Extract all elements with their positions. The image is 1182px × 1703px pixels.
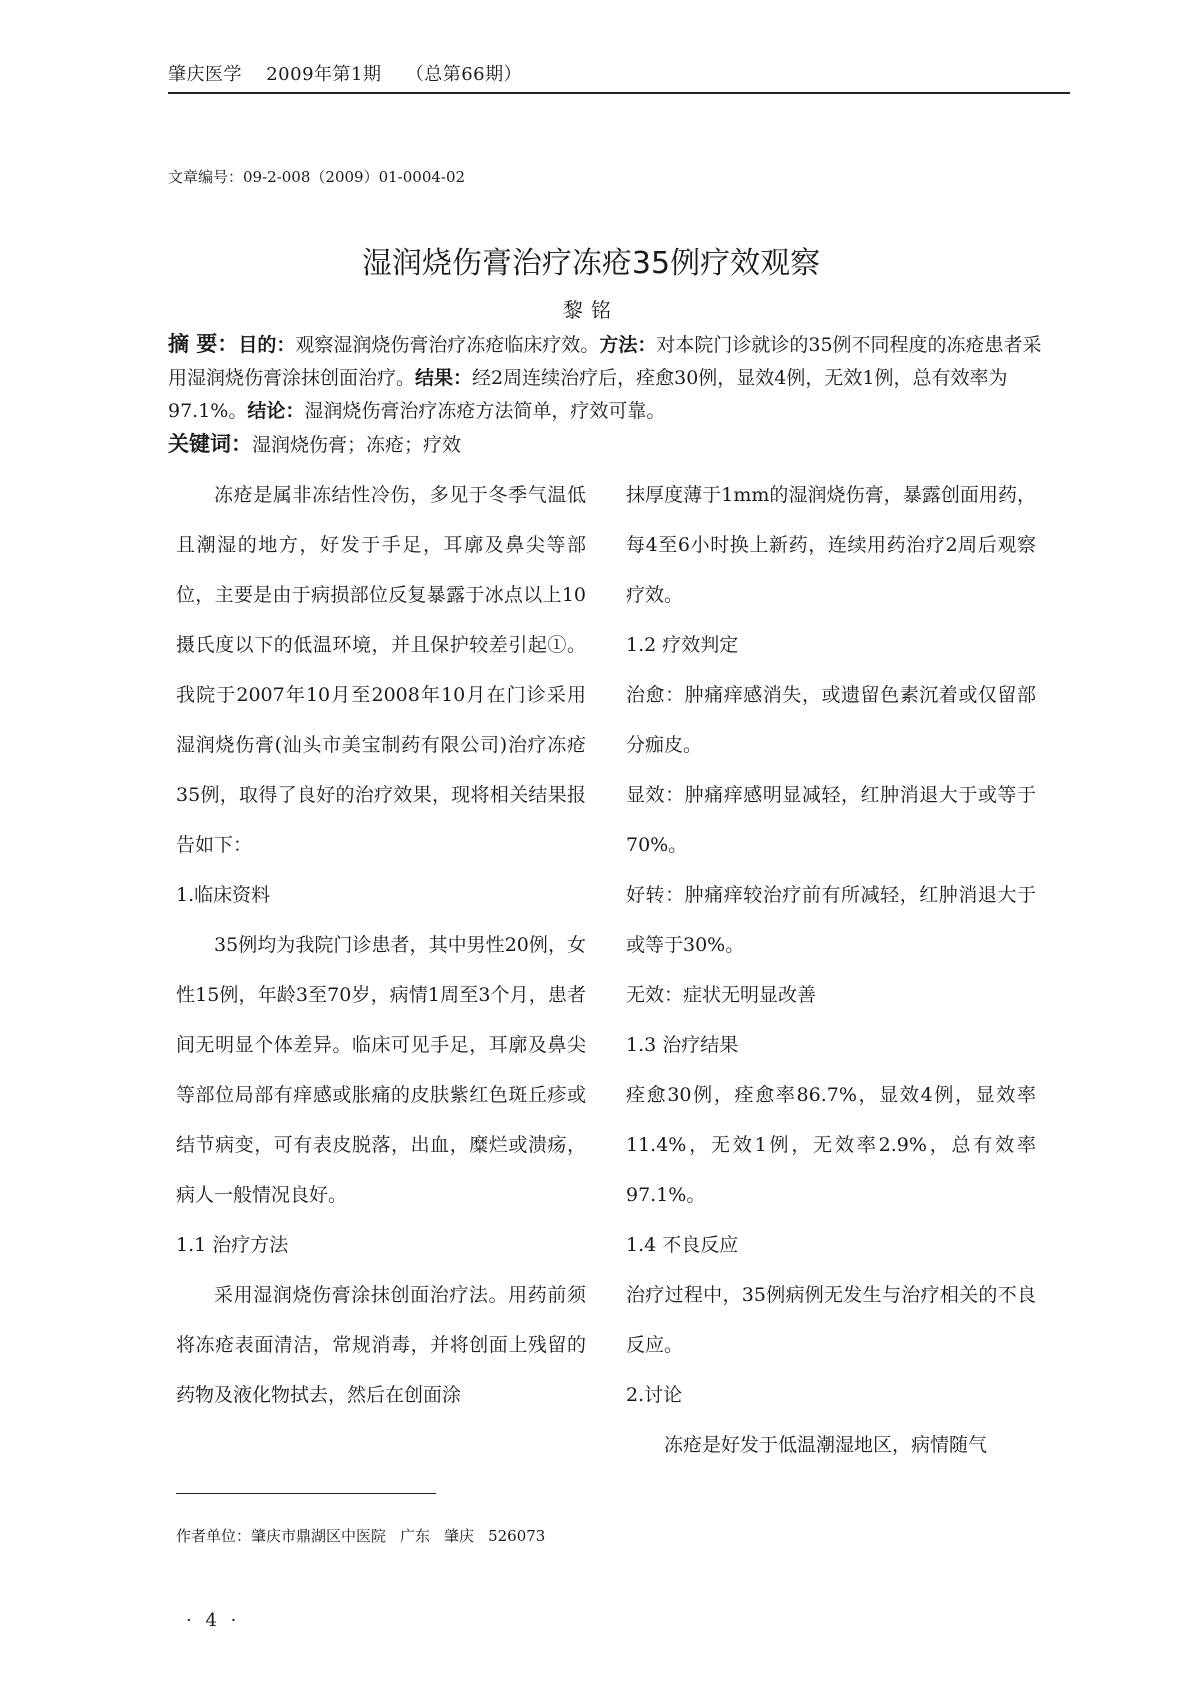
abstract-result-label: 结果：	[415, 367, 473, 389]
author-affiliation	[176, 1525, 559, 1546]
abstract-method-label: 方法：	[599, 334, 657, 356]
criteria-improved: 好转：肿痛痒较治疗前有所减轻，红肿消退大于或等于30%。	[626, 884, 1036, 956]
journal-name: 肇庆医学	[168, 64, 242, 85]
page-number: · 4 ·	[186, 1610, 241, 1631]
abstract-conclusion: 湿润烧伤膏治疗冻疮方法简单，疗效可靠。	[304, 400, 666, 422]
header-divider	[168, 92, 1070, 94]
criteria-marked: 显效：肿痛痒感明显减轻，红肿消退大于或等于70%。	[626, 784, 1036, 856]
affiliation-label: 作者单位：	[176, 1527, 252, 1545]
treatment-method-continued: 抹厚度薄于1mm的湿润烧伤膏，暴露创面用药，每4至6小时换上新药，连续用药治疗2周后观察疗效。	[626, 484, 1036, 606]
running-header	[168, 60, 540, 86]
footnote-divider	[176, 1493, 436, 1494]
keywords-label: 关键词：	[168, 432, 252, 456]
abstract-method: 对本院门诊就诊的35例不同程度的冻疮患者采用湿润烧伤膏涂抹创面治疗。	[168, 334, 1042, 389]
author-name: 黎铭	[563, 298, 619, 322]
abstract-conclusion-label: 结论：	[247, 400, 305, 422]
intro-paragraph: 冻疮是属非冻结性冷伤，多见于冬季气温低且潮湿的地方，好发于手足，耳廓及鼻尖等部位，主要是由于病损部位反复暴露于冰点以上10摄氏度以下的低温环境，并且保护较差引起①。我院于2007年10月至2008年10月在门诊采用湿润烧伤膏(汕头市美宝制药有限公司)治疗冻疮35例，取得了良好的治疗效果，现将相关结果报告如下：	[176, 484, 586, 856]
abstract-label: 摘 要：	[168, 332, 239, 356]
left-column	[176, 470, 586, 1420]
adverse-reactions-paragraph: 治疗过程中，35例病例无发生与治疗相关的不良反应。	[626, 1284, 1036, 1356]
section-heading-adverse-reactions: 1.4 不良反应	[626, 1234, 739, 1256]
discussion-paragraph: 冻疮是好发于低温潮湿地区，病情随气	[664, 1434, 988, 1456]
affiliation-city: 肇庆	[444, 1527, 475, 1545]
criteria-ineffective: 无效：症状无明显改善	[626, 984, 817, 1006]
abstract-objective-label: 目的：	[238, 334, 296, 356]
section-heading-clinical-data: 1.临床资料	[176, 884, 271, 906]
article-number: 文章编号：09-2-008（2009）01-0004-02	[168, 168, 466, 186]
total-issue: （总第66期）	[405, 64, 523, 85]
right-column	[626, 470, 1036, 1470]
clinical-data-paragraph: 35例均为我院门诊患者，其中男性20例，女性15例，年龄3至70岁，病情1周至3个月，患者间无明显个体差异。临床可见手足，耳廓及鼻尖等部位局部有痒感或胀痛的皮肤紫红色斑丘疹或结节病变，可有表皮脱落，出血，糜烂或溃疡，病人一般情况良好。	[176, 934, 586, 1206]
section-heading-discussion: 2.讨论	[626, 1384, 683, 1406]
section-heading-treatment-method: 1.1 治疗方法	[176, 1234, 289, 1256]
keywords-text: 湿润烧伤膏；冻疮；疗效	[252, 434, 462, 456]
affiliation-unit: 肇庆市鼎湖区中医院	[251, 1527, 387, 1545]
criteria-cured: 治愈：肿痛痒感消失，或遗留色素沉着或仅留部分痂皮。	[626, 684, 1036, 756]
abstract-result: 经2周连续治疗后，痊愈30例，显效4例，无效1例，总有效率为97.1%。	[168, 367, 1008, 422]
affiliation-postcode: 526073	[488, 1527, 546, 1545]
section-heading-results: 1.3 治疗结果	[626, 1034, 739, 1056]
abstract-objective: 观察湿润烧伤膏治疗冻疮临床疗效。	[295, 334, 600, 356]
treatment-method-paragraph: 采用湿润烧伤膏涂抹创面治疗法。用药前须将冻疮表面清洁，常规消毒，并将创面上残留的药物及液化物拭去，然后在创面涂	[176, 1284, 586, 1406]
keywords	[168, 428, 1048, 462]
section-heading-efficacy-criteria: 1.2 疗效判定	[626, 634, 739, 656]
abstract	[168, 328, 1048, 428]
affiliation-province: 广东	[400, 1527, 431, 1545]
issue-number: 2009年第1期	[266, 64, 382, 85]
results-paragraph: 痊愈30例，痊愈率86.7%，显效4例，显效率11.4%，无效1例，无效率2.9%，总有效率97.1%。	[626, 1084, 1036, 1206]
article-title: 湿润烧伤膏治疗冻疮35例疗效观察	[361, 246, 821, 281]
